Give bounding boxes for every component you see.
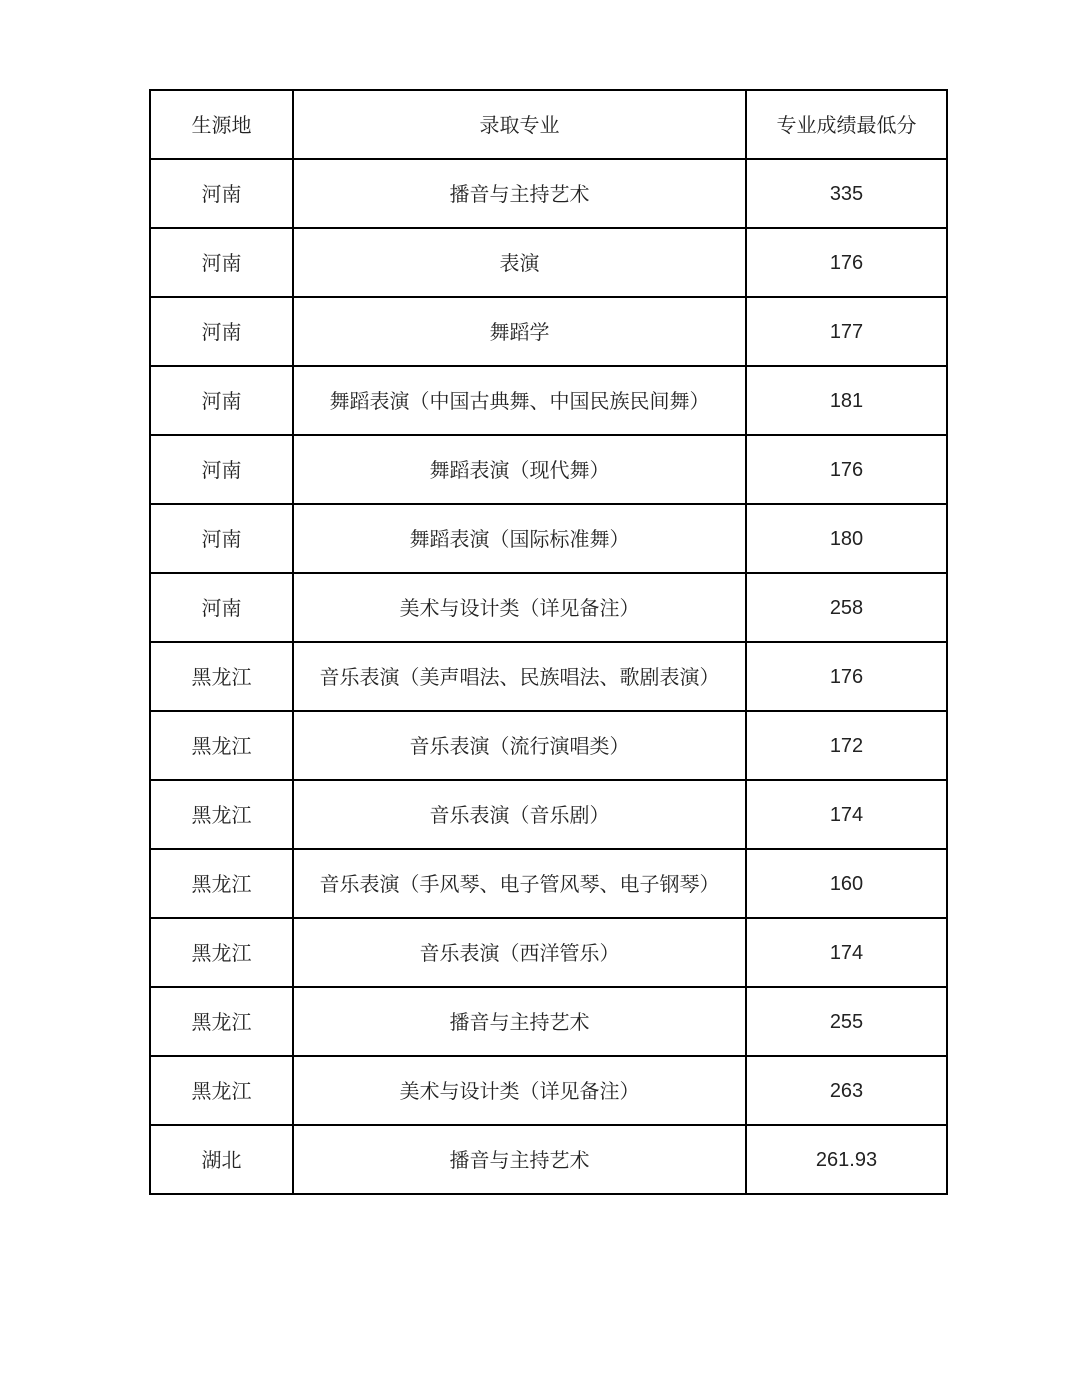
table-header-row bbox=[150, 90, 947, 159]
cell-min-score: 174 bbox=[746, 780, 947, 849]
cell-origin: 河南 bbox=[150, 366, 293, 435]
table-row bbox=[150, 228, 947, 297]
cell-min-score: 174 bbox=[746, 918, 947, 987]
table-row bbox=[150, 504, 947, 573]
cell-min-score: 263 bbox=[746, 1056, 947, 1125]
table-row bbox=[150, 159, 947, 228]
cell-min-score: 261.93 bbox=[746, 1125, 947, 1194]
cell-min-score: 255 bbox=[746, 987, 947, 1056]
cell-origin: 黑龙江 bbox=[150, 849, 293, 918]
table-row bbox=[150, 1056, 947, 1125]
cell-major: 音乐表演（音乐剧） bbox=[293, 780, 746, 849]
cell-origin: 黑龙江 bbox=[150, 780, 293, 849]
cell-origin: 湖北 bbox=[150, 1125, 293, 1194]
cell-min-score: 258 bbox=[746, 573, 947, 642]
cell-major: 舞蹈表演（现代舞） bbox=[293, 435, 746, 504]
table-row bbox=[150, 573, 947, 642]
cell-min-score: 160 bbox=[746, 849, 947, 918]
cell-major: 音乐表演（手风琴、电子管风琴、电子钢琴） bbox=[293, 849, 746, 918]
table-row bbox=[150, 918, 947, 987]
cell-major: 播音与主持艺术 bbox=[293, 987, 746, 1056]
cell-min-score: 180 bbox=[746, 504, 947, 573]
cell-min-score: 176 bbox=[746, 228, 947, 297]
cell-major: 舞蹈表演（中国古典舞、中国民族民间舞） bbox=[293, 366, 746, 435]
cell-major: 播音与主持艺术 bbox=[293, 1125, 746, 1194]
cell-origin: 河南 bbox=[150, 573, 293, 642]
cell-major: 表演 bbox=[293, 228, 746, 297]
cell-major: 美术与设计类（详见备注） bbox=[293, 1056, 746, 1125]
cell-min-score: 177 bbox=[746, 297, 947, 366]
table-row bbox=[150, 987, 947, 1056]
table-row bbox=[150, 1125, 947, 1194]
cell-min-score: 335 bbox=[746, 159, 947, 228]
cell-origin: 河南 bbox=[150, 504, 293, 573]
cell-min-score: 176 bbox=[746, 642, 947, 711]
cell-origin: 黑龙江 bbox=[150, 987, 293, 1056]
header-origin: 生源地 bbox=[150, 90, 293, 159]
header-major: 录取专业 bbox=[293, 90, 746, 159]
cell-origin: 黑龙江 bbox=[150, 711, 293, 780]
cell-min-score: 181 bbox=[746, 366, 947, 435]
cell-origin: 河南 bbox=[150, 435, 293, 504]
table-row bbox=[150, 642, 947, 711]
cell-min-score: 172 bbox=[746, 711, 947, 780]
cell-major: 音乐表演（流行演唱类） bbox=[293, 711, 746, 780]
cell-origin: 河南 bbox=[150, 228, 293, 297]
table-row bbox=[150, 366, 947, 435]
cell-origin: 河南 bbox=[150, 159, 293, 228]
table-row bbox=[150, 849, 947, 918]
cell-major: 美术与设计类（详见备注） bbox=[293, 573, 746, 642]
table-row bbox=[150, 711, 947, 780]
admission-score-table bbox=[149, 89, 948, 1195]
header-min-score: 专业成绩最低分 bbox=[746, 90, 947, 159]
table-row bbox=[150, 435, 947, 504]
cell-min-score: 176 bbox=[746, 435, 947, 504]
table-row bbox=[150, 780, 947, 849]
cell-origin: 黑龙江 bbox=[150, 918, 293, 987]
cell-major: 音乐表演（西洋管乐） bbox=[293, 918, 746, 987]
cell-origin: 黑龙江 bbox=[150, 1056, 293, 1125]
cell-major: 舞蹈学 bbox=[293, 297, 746, 366]
cell-origin: 河南 bbox=[150, 297, 293, 366]
table-row bbox=[150, 297, 947, 366]
cell-major: 音乐表演（美声唱法、民族唱法、歌剧表演） bbox=[293, 642, 746, 711]
cell-major: 舞蹈表演（国际标准舞） bbox=[293, 504, 746, 573]
cell-origin: 黑龙江 bbox=[150, 642, 293, 711]
cell-major: 播音与主持艺术 bbox=[293, 159, 746, 228]
